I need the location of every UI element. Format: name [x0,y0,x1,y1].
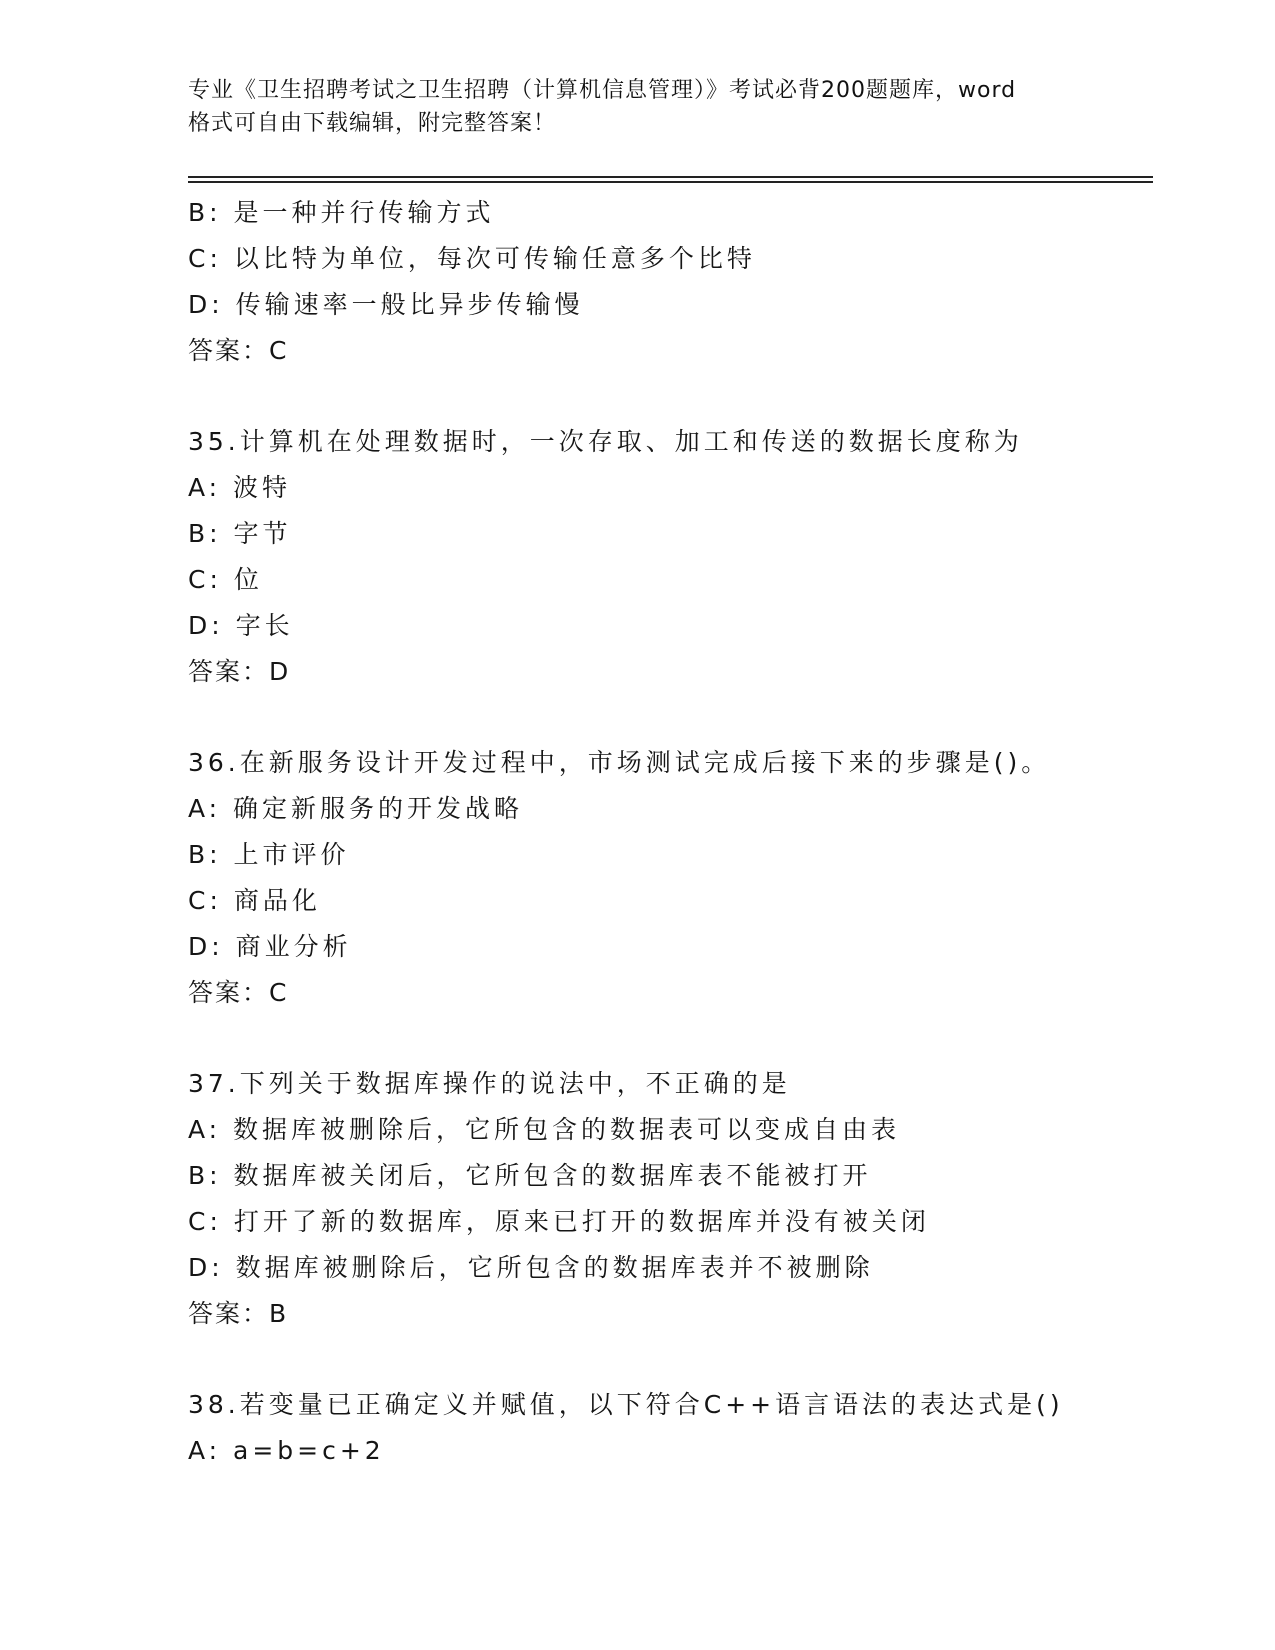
question-block-38 [188,1382,1148,1474]
option-c: C: 商品化 [188,886,321,915]
answer-line: 答案：C [188,336,289,365]
question-block-35 [188,419,1148,695]
option-a: A: 确定新服务的开发战略 [188,794,524,823]
question-list [188,190,1148,1474]
option-d: D: 商业分析 [188,932,352,961]
question-block-prev [188,190,1148,374]
spacer [188,695,1148,740]
header-divider-top [188,176,1153,178]
option-c: C: 以比特为单位，每次可传输任意多个比特 [188,244,756,273]
option-a: A: 数据库被删除后，它所包含的数据表可以变成自由表 [188,1115,901,1144]
question-block-37 [188,1061,1148,1337]
option-d: D: 传输速率一般比异步传输慢 [188,290,584,319]
answer-line: 答案：B [188,1299,289,1328]
header-title-line-2: 格式可自由下载编辑，附完整答案！ [188,111,557,136]
option-b: B: 数据库被关闭后，它所包含的数据库表不能被打开 [188,1161,872,1190]
answer-line: 答案：D [188,657,291,686]
question-text: 36.在新服务设计开发过程中，市场测试完成后接下来的步骤是()。 [188,748,1051,777]
spacer [188,1337,1148,1382]
answer-line: 答案：C [188,978,289,1007]
spacer [188,374,1148,419]
option-c: C: 打开了新的数据库，原来已打开的数据库并没有被关闭 [188,1207,930,1236]
question-text: 37.下列关于数据库操作的说法中，不正确的是 [188,1069,791,1098]
option-a: A: a=b=c+2 [188,1436,385,1465]
option-b: B: 上市评价 [188,840,350,869]
option-d: D: 字长 [188,611,294,640]
question-block-36 [188,740,1148,1016]
spacer [188,1016,1148,1061]
option-d: D: 数据库被删除后，它所包含的数据库表并不被删除 [188,1253,874,1282]
question-text: 35.计算机在处理数据时，一次存取、加工和传送的数据长度称为 [188,427,1023,456]
question-text: 38.若变量已正确定义并赋值，以下符合C++语言语法的表达式是() [188,1390,1064,1419]
document-header [188,74,1088,140]
header-divider-bottom [188,181,1153,183]
option-b: B: 字节 [188,519,292,548]
option-a: A: 波特 [188,473,292,502]
option-c: C: 位 [188,565,263,594]
option-b: B: 是一种并行传输方式 [188,198,495,227]
header-title-line-1: 专业《卫生招聘考试之卫生招聘（计算机信息管理）》考试必背200题题库，word [188,78,1017,103]
